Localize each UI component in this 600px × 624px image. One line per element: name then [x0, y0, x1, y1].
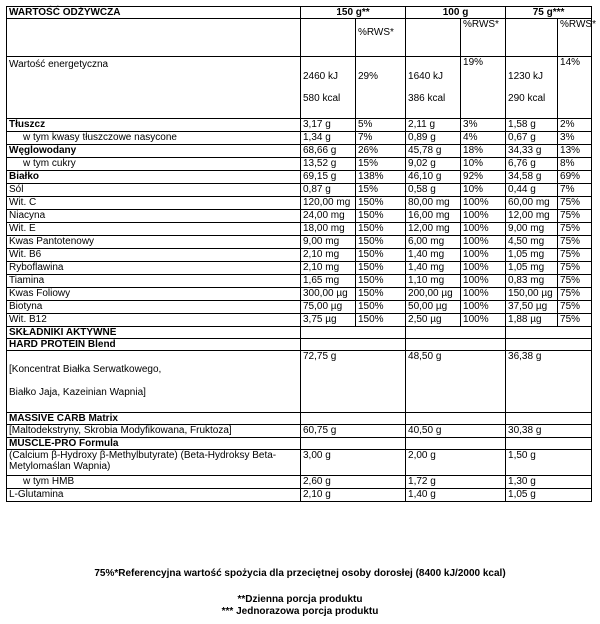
nutrient-v75: 150,00 µg	[506, 288, 558, 301]
hard-desc-line1: [Koncentrat Białka Serwatkowego,	[9, 364, 162, 375]
nutrient-r75: 8%	[558, 158, 592, 171]
nutrient-v150: 75,00 µg	[301, 301, 356, 314]
nutrient-row	[7, 301, 592, 314]
nutrient-r75: 3%	[558, 132, 592, 145]
nutrient-r150: 150%	[356, 314, 406, 327]
hmb-75: 1,30 g	[506, 476, 592, 489]
rws-150: %RWS*	[356, 19, 406, 57]
nutrient-label: Biotyna	[7, 301, 301, 314]
rws-row	[7, 19, 592, 57]
nutrient-r100: 100%	[461, 275, 506, 288]
empty-cell	[406, 438, 506, 450]
nutrient-r75: 75%	[558, 223, 592, 236]
footnote-reference: 75%*Referencyjna wartość spożycia dla przeciętnej osoby dorosłej (8400 kJ/2000 kcal)	[94, 568, 506, 579]
nutrient-v150: 3,75 µg	[301, 314, 356, 327]
nutrient-v150: 2,10 mg	[301, 249, 356, 262]
nutrient-row	[7, 119, 592, 132]
nutrient-r150: 26%	[356, 145, 406, 158]
nutrient-r100: 10%	[461, 158, 506, 171]
nutrient-v100: 1,40 mg	[406, 262, 461, 275]
nutrient-r100: 3%	[461, 119, 506, 132]
nutrient-r100: 100%	[461, 249, 506, 262]
empty-cell	[506, 413, 592, 425]
nutrient-v100: 2,11 g	[406, 119, 461, 132]
carb-title-row	[7, 413, 592, 425]
nutrient-label: Wit. E	[7, 223, 301, 236]
nutrient-row	[7, 275, 592, 288]
nutrient-v75: 37,50 µg	[506, 301, 558, 314]
nutrient-r75: 75%	[558, 314, 592, 327]
nutrient-row	[7, 132, 592, 145]
energy-75	[506, 57, 558, 119]
nutrient-label: Niacyna	[7, 210, 301, 223]
nutrient-row	[7, 249, 592, 262]
carb-100: 40,50 g	[406, 425, 506, 438]
nutrient-r150: 150%	[356, 210, 406, 223]
glut-label: L-Glutamina	[7, 489, 301, 502]
nutrient-v150: 1,34 g	[301, 132, 356, 145]
nutrient-v100: 0,89 g	[406, 132, 461, 145]
nutrient-row	[7, 288, 592, 301]
energy-row	[7, 57, 592, 119]
nutrient-v75: 0,67 g	[506, 132, 558, 145]
empty-cell	[301, 339, 406, 351]
nutrient-v100: 6,00 mg	[406, 236, 461, 249]
empty-cell	[506, 438, 592, 450]
carb-row	[7, 425, 592, 438]
empty-cell	[406, 339, 506, 351]
energy-75-kcal: 290 kcal	[508, 93, 546, 104]
nutrient-row	[7, 145, 592, 158]
energy-150-kj: 2460 kJ	[303, 71, 339, 82]
nutrient-v75: 1,88 µg	[506, 314, 558, 327]
energy-75-kj: 1230 kJ	[508, 71, 544, 82]
rws-75: %RWS*	[558, 19, 592, 57]
empty-cell	[406, 327, 506, 339]
muscle-title-row	[7, 438, 592, 450]
nutrition-table	[6, 6, 596, 502]
nutrient-label: Tiamina	[7, 275, 301, 288]
nutrient-v150: 9,00 mg	[301, 236, 356, 249]
header-row	[7, 7, 592, 19]
active-heading-row	[7, 327, 592, 339]
nutrient-r150: 150%	[356, 223, 406, 236]
nutrient-r100: 18%	[461, 145, 506, 158]
nutrient-v75: 1,05 mg	[506, 249, 558, 262]
nutrient-row	[7, 184, 592, 197]
nutrient-r75: 75%	[558, 288, 592, 301]
nutrient-v150: 24,00 mg	[301, 210, 356, 223]
nutrient-v100: 46,10 g	[406, 171, 461, 184]
nutrient-v150: 120,00 mg	[301, 197, 356, 210]
nutrient-row	[7, 171, 592, 184]
nutrient-row	[7, 314, 592, 327]
nutrient-r150: 15%	[356, 158, 406, 171]
carb-150: 60,75 g	[301, 425, 406, 438]
nutrient-row	[7, 262, 592, 275]
nutrient-r75: 7%	[558, 184, 592, 197]
hmb-100: 1,72 g	[406, 476, 506, 489]
hard-desc	[7, 351, 301, 413]
nutrient-v100: 9,02 g	[406, 158, 461, 171]
empty-cell	[506, 327, 592, 339]
nutrient-v100: 1,40 mg	[406, 249, 461, 262]
nutrient-r150: 150%	[356, 236, 406, 249]
nutrient-label: Wit. C	[7, 197, 301, 210]
empty-cell	[506, 339, 592, 351]
nutrient-r75: 75%	[558, 249, 592, 262]
nutrient-r75: 75%	[558, 197, 592, 210]
energy-100-kj: 1640 kJ	[408, 71, 444, 82]
nutrient-v150: 2,10 mg	[301, 262, 356, 275]
nutrient-r100: 4%	[461, 132, 506, 145]
muscle-150: 3,00 g	[301, 450, 406, 476]
nutrient-v75: 34,58 g	[506, 171, 558, 184]
nutrient-r75: 75%	[558, 210, 592, 223]
empty-cell	[301, 413, 406, 425]
nutrient-r75: 75%	[558, 236, 592, 249]
nutrient-r100: 100%	[461, 288, 506, 301]
nutrient-v75: 34,33 g	[506, 145, 558, 158]
hard-title: HARD PROTEIN Blend	[7, 339, 301, 351]
nutrient-v150: 1,65 mg	[301, 275, 356, 288]
hard-150: 72,75 g	[301, 351, 406, 413]
nutrient-r150: 150%	[356, 249, 406, 262]
nutrient-r75: 75%	[558, 275, 592, 288]
nutrient-v150: 18,00 mg	[301, 223, 356, 236]
nutrient-v100: 12,00 mg	[406, 223, 461, 236]
nutrient-label: Kwas Pantotenowy	[7, 236, 301, 249]
nutrient-v75: 60,00 mg	[506, 197, 558, 210]
nutrient-r150: 15%	[356, 184, 406, 197]
nutrient-v100: 45,78 g	[406, 145, 461, 158]
nutrient-r150: 150%	[356, 288, 406, 301]
nutrient-v150: 69,15 g	[301, 171, 356, 184]
hard-75: 36,38 g	[506, 351, 592, 413]
hmb-label: w tym HMB	[7, 476, 301, 489]
nutrient-v75: 6,76 g	[506, 158, 558, 171]
footnote-single: *** Jednorazowa porcja produktu	[221, 606, 379, 617]
nutrient-row	[7, 197, 592, 210]
nutrient-label: Kwas Foliowy	[7, 288, 301, 301]
energy-100-kcal: 386 kcal	[408, 93, 446, 104]
active-heading: SKŁADNIKI AKTYWNE	[7, 327, 301, 339]
hard-row	[7, 351, 592, 413]
nutrient-r100: 100%	[461, 314, 506, 327]
energy-150-kcal: 580 kcal	[303, 93, 341, 104]
nutrient-r100: 100%	[461, 223, 506, 236]
nutrient-label: Tłuszcz	[7, 119, 301, 132]
nutrient-label: Białko	[7, 171, 301, 184]
nutrient-r75: 13%	[558, 145, 592, 158]
nutrient-r100: 100%	[461, 301, 506, 314]
nutrient-r100: 100%	[461, 236, 506, 249]
nutrient-v75: 4,50 mg	[506, 236, 558, 249]
energy-150-rws: 29%	[356, 57, 406, 119]
nutrient-label: w tym cukry	[7, 158, 301, 171]
nutrient-v100: 0,58 g	[406, 184, 461, 197]
nutrient-label: Wit. B12	[7, 314, 301, 327]
nutrient-r75: 75%	[558, 262, 592, 275]
empty-cell	[406, 19, 461, 57]
empty-cell	[301, 438, 406, 450]
nutrient-v75: 0,44 g	[506, 184, 558, 197]
nutrient-r150: 5%	[356, 119, 406, 132]
nutrient-label: Wit. B6	[7, 249, 301, 262]
nutrient-r100: 10%	[461, 184, 506, 197]
nutrient-label: Węglowodany	[7, 145, 301, 158]
header-100g: 100 g	[406, 7, 506, 19]
empty-cell	[7, 19, 301, 57]
nutrient-row	[7, 158, 592, 171]
muscle-title: MUSCLE-PRO Formula	[7, 438, 301, 450]
nutrient-r150: 150%	[356, 262, 406, 275]
nutrient-v75: 1,05 mg	[506, 262, 558, 275]
nutrient-v75: 0,83 mg	[506, 275, 558, 288]
footnote-daily: **Dzienna porcja produktu	[237, 594, 363, 605]
muscle-100: 2,00 g	[406, 450, 506, 476]
nutrient-v150: 300,00 µg	[301, 288, 356, 301]
muscle-desc: (Calcium β-Hydroxy β-Methylbutyrate) (Beta-Hydroksy Beta-Metylomaślan Wapnia)	[7, 450, 301, 476]
nutrient-v100: 16,00 mg	[406, 210, 461, 223]
hard-title-row	[7, 339, 592, 351]
nutrient-r75: 2%	[558, 119, 592, 132]
nutrient-v75: 1,58 g	[506, 119, 558, 132]
nutrient-row	[7, 236, 592, 249]
header-label: WARTOŚĆ ODŻYWCZA	[7, 7, 301, 19]
nutrient-row	[7, 210, 592, 223]
hmb-row	[7, 476, 592, 489]
nutrient-r100: 100%	[461, 210, 506, 223]
nutrient-v100: 80,00 mg	[406, 197, 461, 210]
energy-100-rws: 19%	[461, 57, 506, 119]
nutrient-v100: 200,00 µg	[406, 288, 461, 301]
glut-100: 1,40 g	[406, 489, 506, 502]
energy-150	[301, 57, 356, 119]
nutrient-r150: 150%	[356, 301, 406, 314]
nutrient-v100: 50,00 µg	[406, 301, 461, 314]
nutrient-v150: 0,87 g	[301, 184, 356, 197]
nutrient-r100: 100%	[461, 262, 506, 275]
nutrient-label: Sól	[7, 184, 301, 197]
carb-75: 30,38 g	[506, 425, 592, 438]
energy-label: Wartość energetyczna	[7, 57, 301, 119]
hard-desc-line2: Białko Jaja, Kazeinian Wapnia]	[9, 387, 146, 398]
muscle-75: 1,50 g	[506, 450, 592, 476]
nutrient-row	[7, 223, 592, 236]
nutrient-v150: 13,52 g	[301, 158, 356, 171]
nutrient-v150: 3,17 g	[301, 119, 356, 132]
header-150g: 150 g**	[301, 7, 406, 19]
empty-cell	[506, 19, 558, 57]
nutrient-v100: 1,10 mg	[406, 275, 461, 288]
carb-title: MASSIVE CARB Matrix	[7, 413, 301, 425]
hmb-150: 2,60 g	[301, 476, 406, 489]
nutrient-v75: 12,00 mg	[506, 210, 558, 223]
header-75g: 75 g***	[506, 7, 592, 19]
nutrient-r100: 100%	[461, 197, 506, 210]
energy-75-rws: 14%	[558, 57, 592, 119]
glut-150: 2,10 g	[301, 489, 406, 502]
nutrient-r100: 92%	[461, 171, 506, 184]
nutrient-v150: 68,66 g	[301, 145, 356, 158]
hard-100: 48,50 g	[406, 351, 506, 413]
nutrient-r150: 150%	[356, 197, 406, 210]
nutrient-r150: 150%	[356, 275, 406, 288]
nutrient-r150: 138%	[356, 171, 406, 184]
carb-desc: [Maltodekstryny, Skrobia Modyfikowana, Fruktoza]	[7, 425, 301, 438]
glut-row	[7, 489, 592, 502]
nutrient-label: w tym kwasy tłuszczowe nasycone	[7, 132, 301, 145]
energy-100	[406, 57, 461, 119]
nutrient-v75: 9,00 mg	[506, 223, 558, 236]
nutrient-r75: 75%	[558, 301, 592, 314]
nutrient-r75: 69%	[558, 171, 592, 184]
muscle-row	[7, 450, 592, 476]
empty-cell	[301, 19, 356, 57]
nutrient-r150: 7%	[356, 132, 406, 145]
empty-cell	[301, 327, 406, 339]
empty-cell	[406, 413, 506, 425]
glut-75: 1,05 g	[506, 489, 592, 502]
nutrient-v100: 2,50 µg	[406, 314, 461, 327]
nutrient-label: Ryboflawina	[7, 262, 301, 275]
rws-100: %RWS*	[461, 19, 506, 57]
